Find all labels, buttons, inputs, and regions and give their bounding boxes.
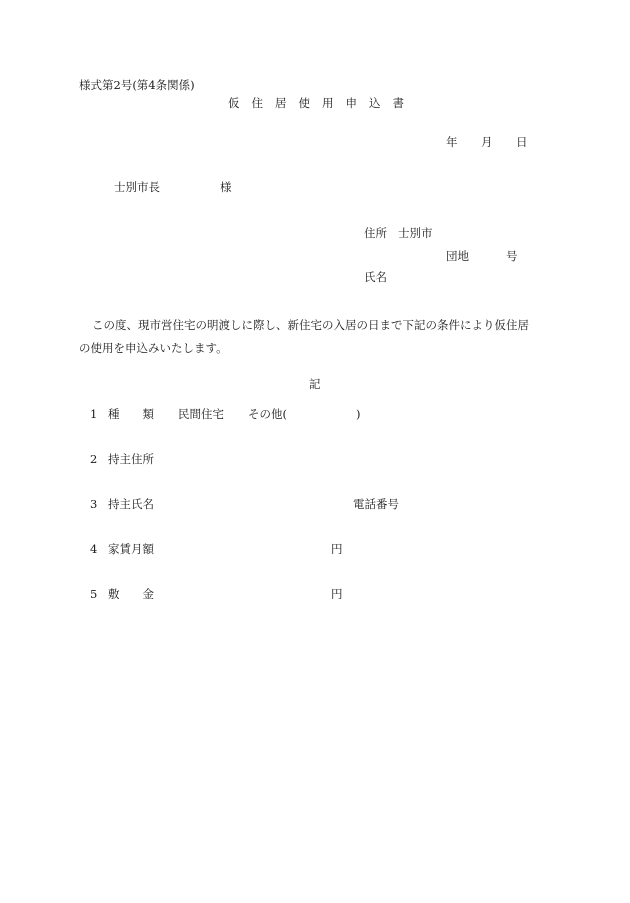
title-char: 使	[298, 96, 310, 110]
option-private-housing: 民間住宅	[178, 407, 224, 421]
applicant-address-city: 士別市	[398, 226, 433, 240]
addressee-name: 士別市長	[114, 180, 160, 194]
title-char: 書	[392, 96, 404, 110]
addressee-honorific: 様	[220, 180, 232, 194]
date-year-label: 年	[446, 135, 458, 149]
rent-unit: 円	[331, 542, 343, 556]
item-number: 2	[90, 452, 98, 466]
ki-heading: 記	[309, 377, 321, 391]
item-number: 4	[90, 542, 98, 556]
item-number: 1	[90, 407, 98, 421]
title-char: 申	[345, 96, 357, 110]
option-other-close: )	[356, 407, 361, 421]
option-other: その他(	[248, 407, 287, 421]
applicant-name-label: 氏名	[364, 270, 387, 284]
deposit-unit: 円	[331, 587, 343, 601]
item-label-owner-address: 持主住所	[108, 452, 154, 466]
title-char: 用	[322, 96, 334, 110]
date-day-label: 日	[516, 135, 528, 149]
intro-line-2: の使用を申込みいたします。	[79, 341, 228, 355]
title-char: 込	[369, 96, 381, 110]
applicant-address-label: 住所	[364, 226, 387, 240]
form-number: 様式第2号(第4条関係)	[79, 78, 195, 92]
item-label-deposit: 敷 金	[108, 587, 154, 601]
item-label-type: 種 類	[108, 407, 154, 421]
title-char: 居	[275, 96, 287, 110]
item-number: 3	[90, 497, 98, 511]
applicant-number-label: 号	[506, 249, 518, 263]
title-char: 住	[251, 96, 263, 110]
document-title	[228, 98, 404, 110]
date-month-label: 月	[481, 135, 493, 149]
applicant-danchi-label: 団地	[446, 249, 469, 263]
title-char: 仮	[228, 96, 240, 110]
item-label-monthly-rent: 家賃月額	[108, 542, 154, 556]
intro-line-1: この度、現市営住宅の明渡しに際し、新住宅の入居の日まで下記の条件により仮住居	[92, 318, 529, 332]
item-number: 5	[90, 587, 98, 601]
phone-number-label: 電話番号	[353, 497, 399, 511]
item-label-owner-name: 持主氏名	[108, 497, 154, 511]
